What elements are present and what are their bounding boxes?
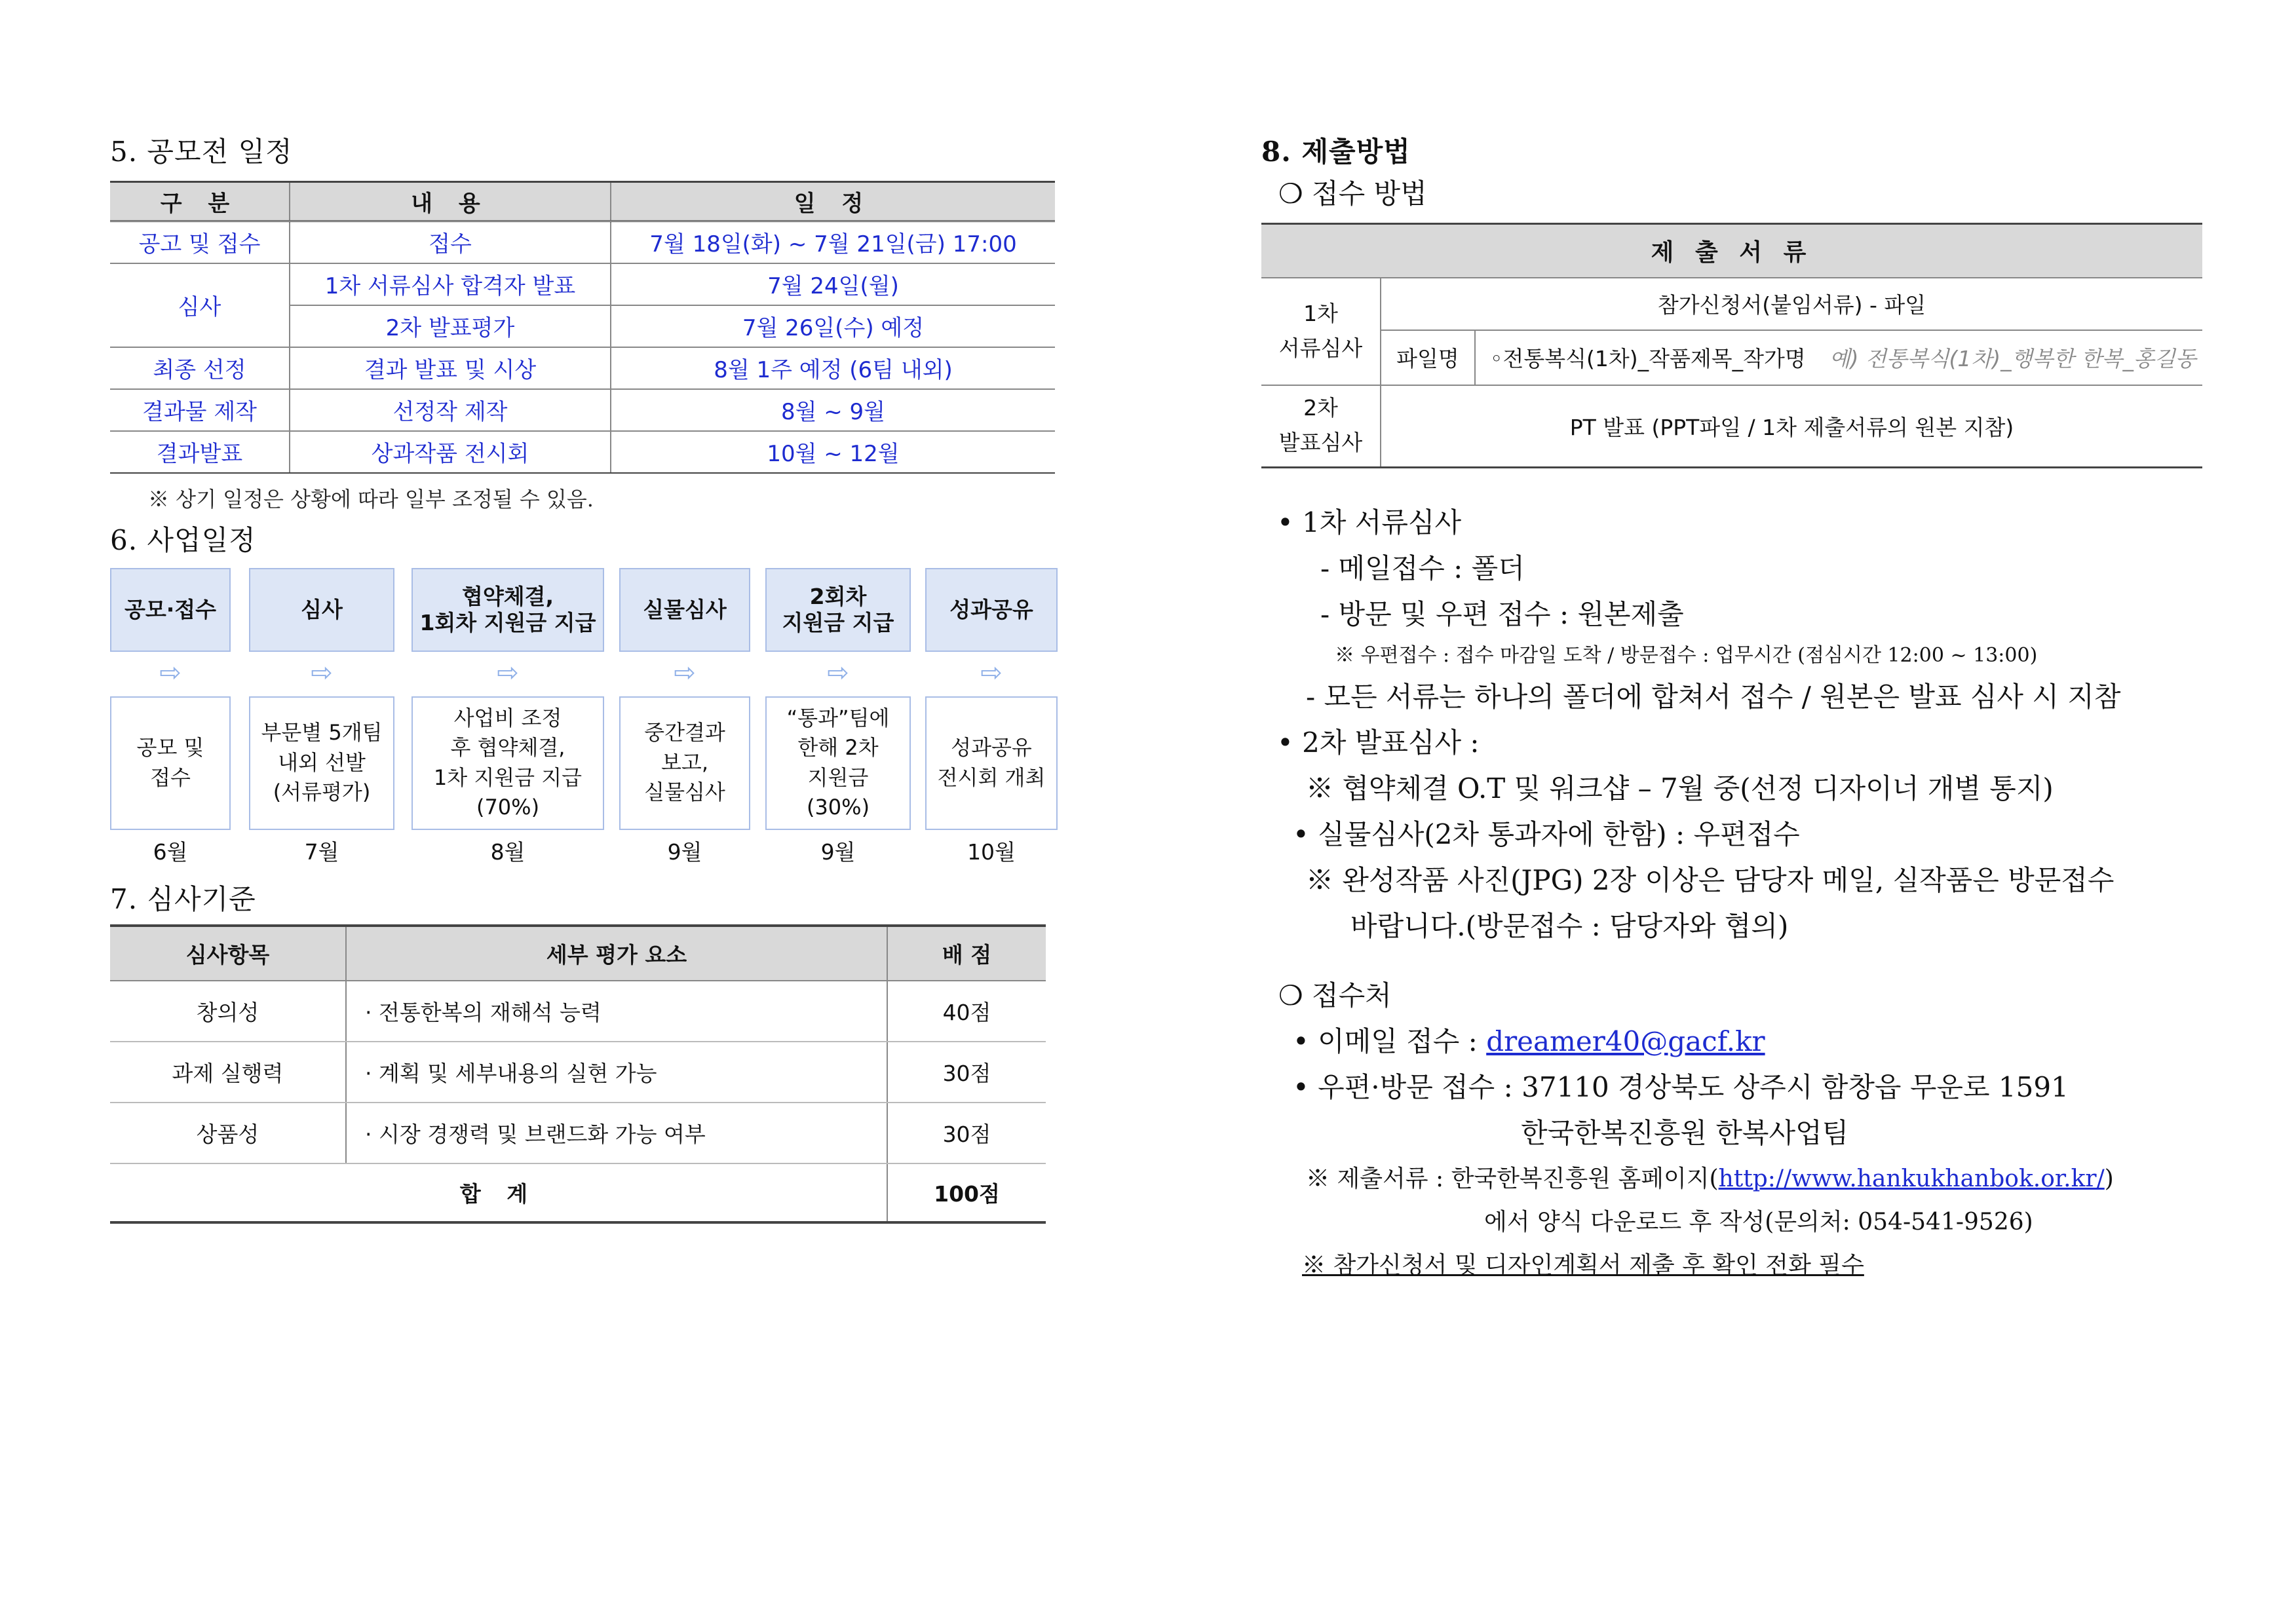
stage1-label: 1차 서류심사 [1261,278,1381,385]
section6-title: 6. 사업일정 [110,523,256,556]
post-label: • 우편·방문 접수 : [1293,1071,1522,1103]
final-note: ※ 참가신청서 및 디자인계획서 제출 후 확인 전화 필수 [1302,1252,1864,1279]
flow-step-desc: 공모 및 접수 [110,696,231,830]
cell-item: 과제 실행력 [110,1042,346,1103]
detail-line: ※ 협약체결 O.T 및 워크샵 – 7월 중(선정 디자이너 개별 통지) [1306,772,2054,804]
flow-step-title: 심사 [249,568,394,652]
flow-step-month: 6월 [153,839,188,865]
arrow-right-icon: ⇨ [311,657,333,688]
cell-content: 결과 발표 및 시상 [290,347,611,389]
right-column [1261,131,2211,1289]
cell-date: 7월 26일(수) 예정 [611,305,1055,347]
docs-note-2: 에서 양식 다운로드 후 작성(문의처: 054-541-9526) [1484,1209,2033,1236]
table-header-row [110,182,1055,221]
submission-header: 제 출 서 류 [1261,224,2202,278]
cell-date: 7월 18일(화) ~ 7월 21일(금) 17:00 [611,221,1055,263]
cell-category: 공고 및 접수 [110,221,290,263]
submission-table [1261,223,2202,468]
flow-step-month: 9월 [667,839,702,865]
detail-line: - 방문 및 우편 접수 : 원본제출 [1320,598,1684,630]
header-item: 심사항목 [110,926,346,981]
flow-step-month: 9월 [820,839,856,865]
table-row [1261,278,2202,330]
cell-content: 2차 발표평가 [290,305,611,347]
cell-category: 결과물 제작 [110,389,290,431]
table-row [110,1042,1046,1103]
flow-step-month: 7월 [304,839,339,865]
table-row [110,263,1055,305]
detail-line: 바랍니다.(방문접수 : 담당자와 협의) [1350,910,1789,942]
flow-step-desc: “통과”팀에 한해 2차 지원금 (30%) [765,696,911,830]
arrow-right-icon: ⇨ [159,657,182,688]
left-column [110,131,1060,1224]
arrow-right-icon: ⇨ [674,657,696,688]
cell-score: 40점 [887,981,1046,1042]
header-detail: 세부 평가 요소 [346,926,887,981]
table-row [110,1103,1046,1163]
cell-detail: · 시장 경쟁력 및 브랜드화 가능 여부 [346,1103,887,1163]
cell-date: 8월 1주 예정 (6팀 내외) [611,347,1055,389]
cell-category: 최종 선정 [110,347,290,389]
stage2-label: 2차 발표심사 [1261,385,1381,468]
table-row [1261,385,2202,468]
table-row [110,431,1055,473]
docs-note [1261,1156,2211,1202]
table-row [110,389,1055,431]
header-content: 내 용 [290,182,611,221]
flow-step-desc: 사업비 조정 후 협약체결, 1차 지원금 지급 (70%) [411,696,604,830]
filename-example: 예) 전통복식(1차)_행복한 한복_홍길동 [1829,346,2196,371]
table-header-row [1261,224,2202,278]
flow-step-title: 공모·접수 [110,568,231,652]
flow-step-month: 8월 [490,839,526,865]
total-score: 100점 [887,1163,1046,1222]
cell-category: 결과발표 [110,431,290,473]
contest-schedule-table [110,181,1055,474]
email-line [1261,1019,2211,1065]
stage1-doc: 참가신청서(붙임서류) - 파일 [1381,278,2202,330]
detail-line: - 모든 서류는 하나의 폴더에 합쳐서 접수 / 원본은 발표 심사 시 지참 [1306,681,2121,713]
cell-category: 심사 [110,263,290,347]
header-score: 배 점 [887,926,1046,981]
section8-title: 8. 제출방법 [1261,136,1411,168]
table-row [110,347,1055,389]
office-title: ❍ 접수처 [1278,979,1392,1011]
flow-step-desc: 부문별 5개팀 내외 선발 (서류평가) [249,696,394,830]
cell-content: 상과작품 전시회 [290,431,611,473]
detail-line: ※ 우편접수 : 접수 마감일 도착 / 방문접수 : 업무시간 (점심시간 12:00 ~ 13:00) [1335,644,2038,667]
detail-line: • 2차 발표심사 : [1277,727,1480,759]
business-flow [110,568,1060,865]
docs-note-pre: ※ 제출서류 : 한국한복진흥원 홈페이지( [1306,1165,1719,1192]
flow-step-title: 실물심사 [619,568,750,652]
flow-step-title: 2회차 지원금 지급 [765,568,911,652]
filename-label: 파일명 [1381,330,1475,385]
table-row [110,981,1046,1042]
flow-step-desc: 성과공유 전시회 개최 [925,696,1058,830]
post-line [1261,1065,2211,1110]
submission-details [1261,500,2211,1289]
cell-date: 7월 24일(월) [611,263,1055,305]
cell-detail: · 전통한복의 재해석 능력 [346,981,887,1042]
arrow-right-icon: ⇨ [980,657,1003,688]
email-label: • 이메일 접수 : [1293,1025,1487,1057]
post-address: 37110 경상북도 상주시 함창읍 무운로 1591 [1521,1071,2069,1103]
header-date: 일 정 [611,182,1055,221]
section7-title: 7. 심사기준 [110,882,256,915]
filename-cell [1475,330,2202,385]
detail-line: • 실물심사(2차 통과자에 한함) : 우편접수 [1293,818,1800,850]
cell-date: 10월 ~ 12월 [611,431,1055,473]
table-row [1261,330,2202,385]
cell-content: 1차 서류심사 합격자 발표 [290,263,611,305]
arrow-right-icon: ⇨ [827,657,849,688]
cell-item: 창의성 [110,981,346,1042]
total-row [110,1163,1046,1222]
schedule-note: ※ 상기 일정은 상황에 따라 일부 조정될 수 있음. [148,486,594,512]
detail-line: ※ 완성작품 사진(JPG) 2장 이상은 담당자 메일, 실작품은 방문접수 [1306,864,2114,896]
table-header-row [110,926,1046,981]
detail-line: - 메일접수 : 폴더 [1320,552,1525,584]
section5-title: 5. 공모전 일정 [110,136,293,168]
post-org: 한국한복진흥원 한복사업팀 [1521,1117,1849,1149]
docs-note-post: ) [2104,1165,2114,1192]
flow-step-desc: 중간결과 보고, 실물심사 [619,696,750,830]
detail-line: • 1차 서류심사 [1277,506,1462,538]
flow-step-month: 10월 [967,839,1016,865]
email-link[interactable]: dreamer40@gacf.kr [1486,1025,1765,1057]
cell-score: 30점 [887,1103,1046,1163]
header-category: 구 분 [110,182,290,221]
cell-content: 접수 [290,221,611,263]
flow-step-title: 협약체결, 1회차 지원금 지급 [411,568,604,652]
homepage-link[interactable]: http://www.hankukhanbok.or.kr/ [1718,1165,2105,1192]
stage2-doc: PT 발표 (PPT파일 / 1차 제출서류의 원본 지참) [1381,385,2202,468]
cell-detail: · 계획 및 세부내용의 실현 가능 [346,1042,887,1103]
arrow-right-icon: ⇨ [497,657,519,688]
flow-step-title: 성과공유 [925,568,1058,652]
method-title: ❍ 접수 방법 [1278,178,1427,210]
table-row [110,221,1055,263]
total-label: 합 계 [110,1163,887,1222]
cell-content: 선정작 제작 [290,389,611,431]
cell-score: 30점 [887,1042,1046,1103]
cell-date: 8월 ~ 9월 [611,389,1055,431]
filename-value: ◦전통복식(1차)_작품제목_작가명 [1490,346,1806,371]
criteria-table [110,924,1046,1224]
cell-item: 상품성 [110,1103,346,1163]
